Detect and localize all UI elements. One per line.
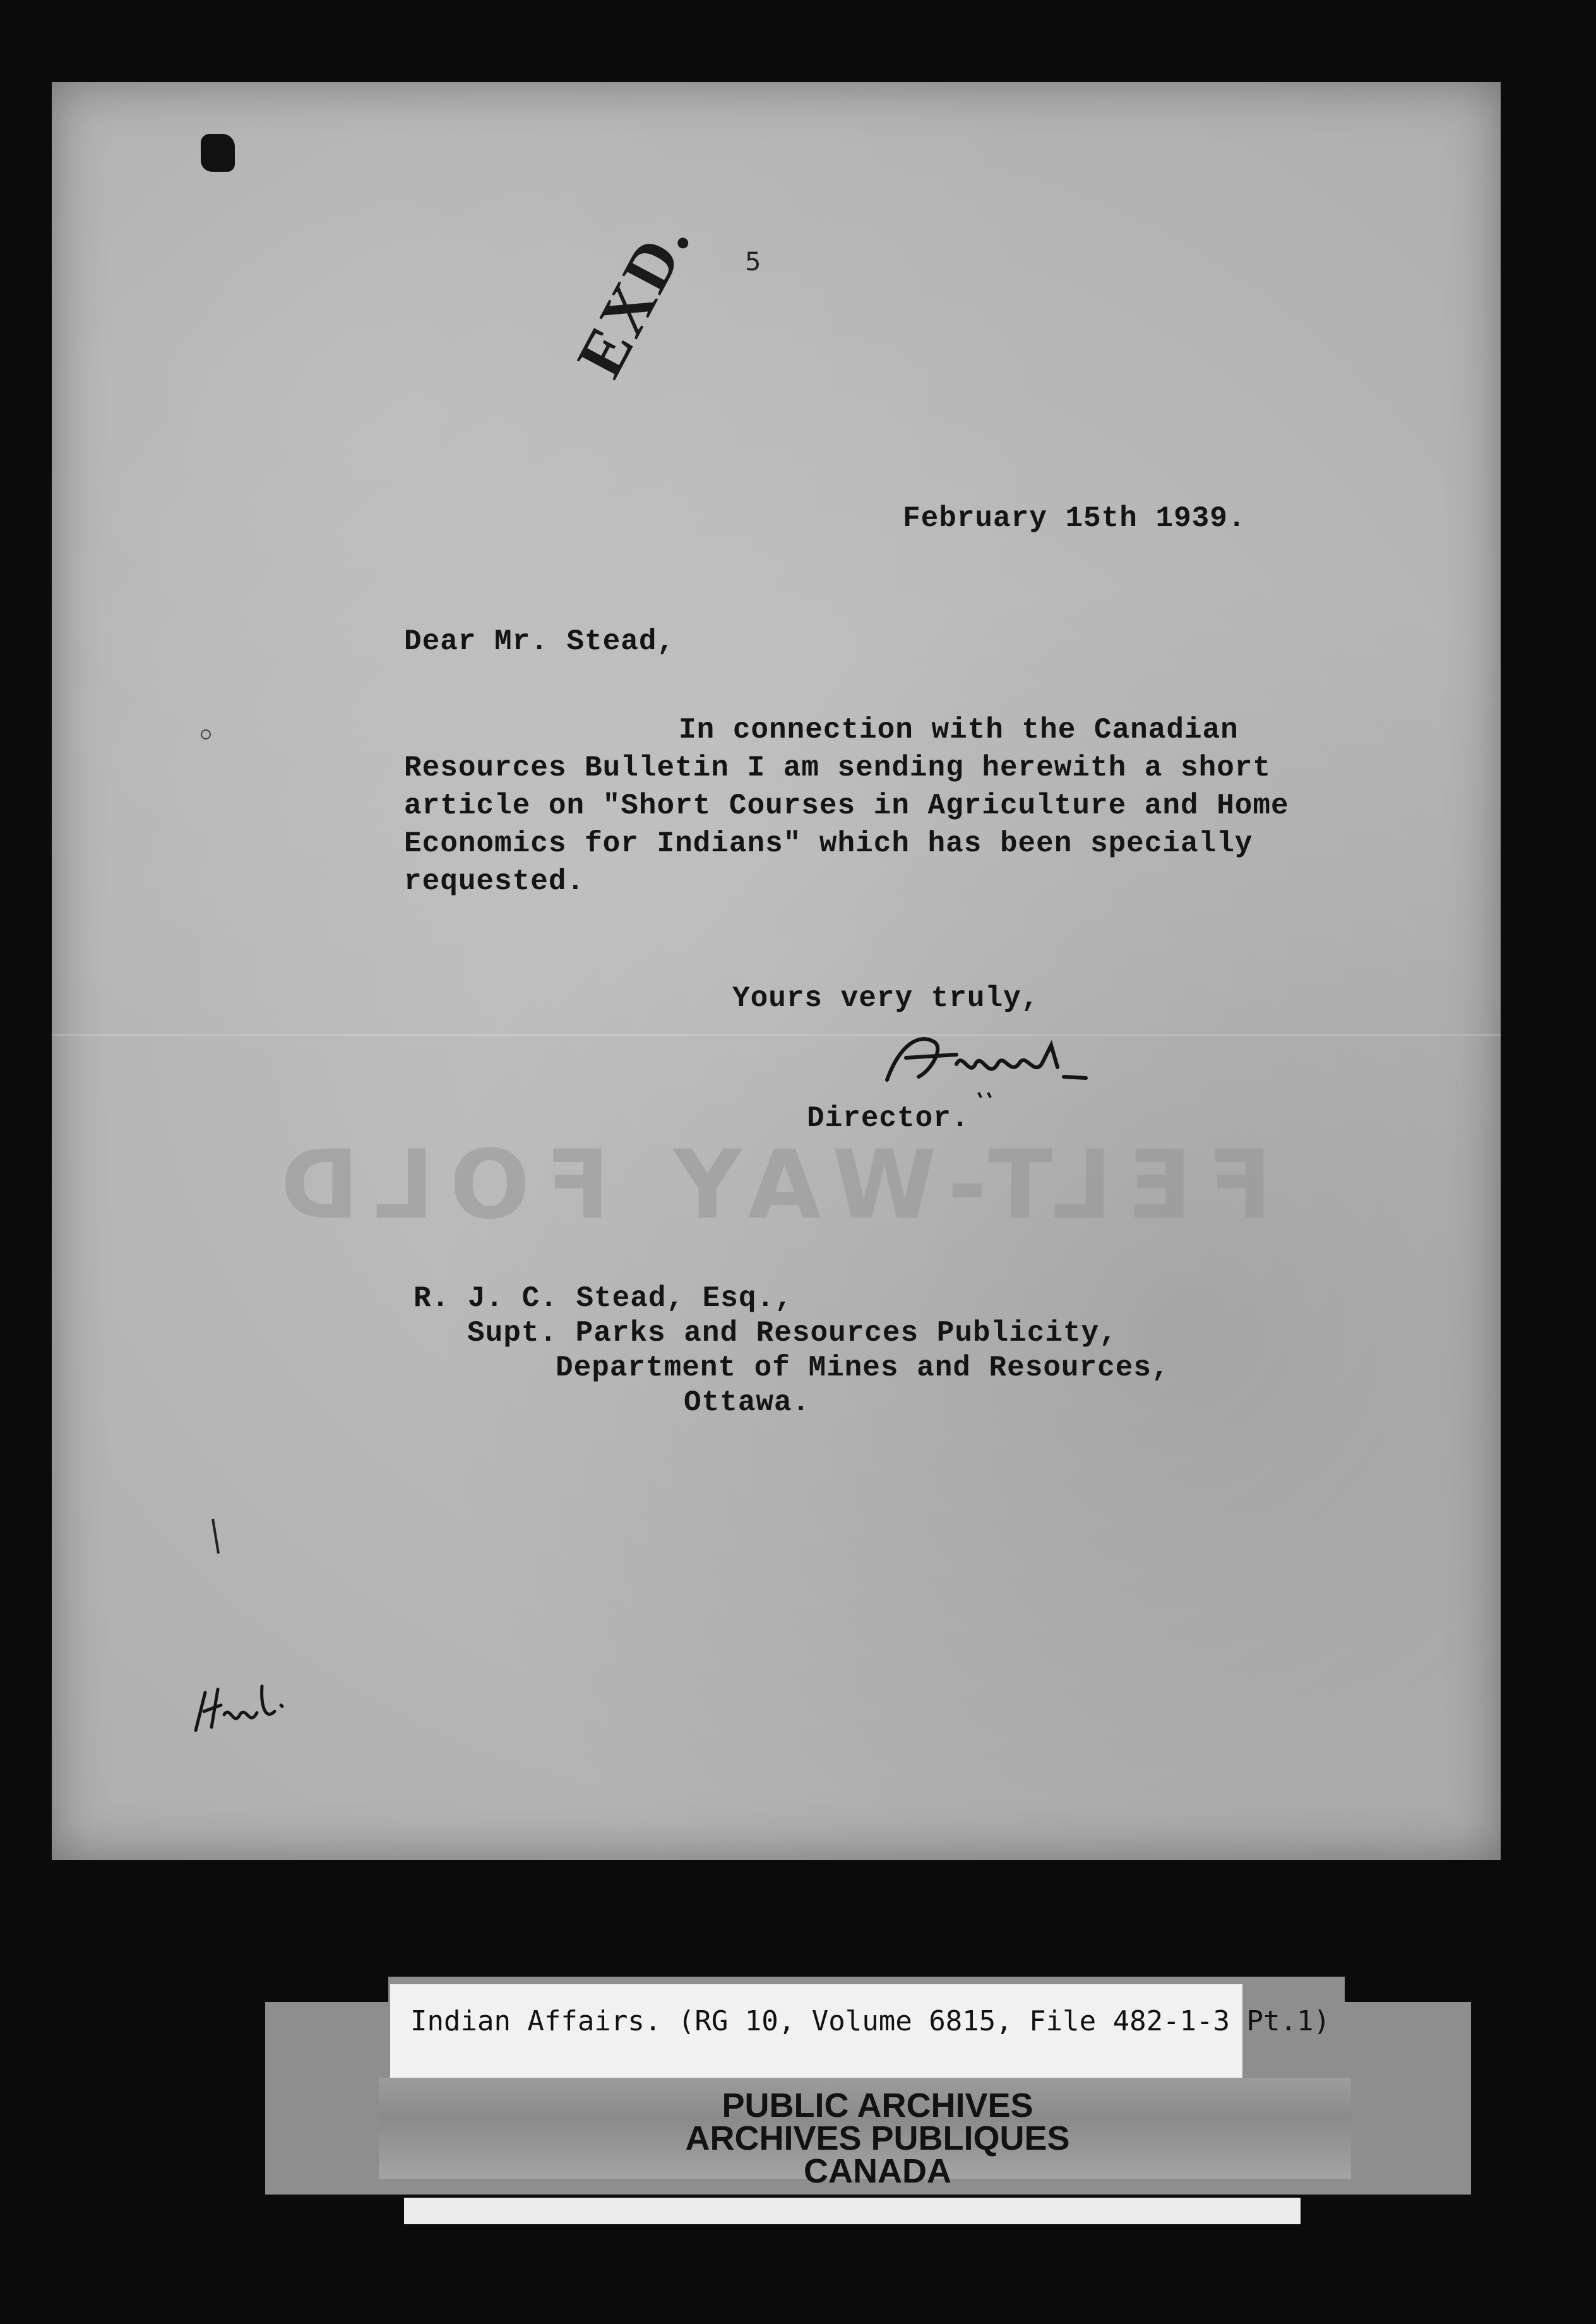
body-line: requested. [404, 865, 585, 898]
address-line: Department of Mines and Resources, [556, 1351, 1170, 1384]
document-page [52, 82, 1501, 1860]
body-line: Resources Bulletin I am sending herewith a short [404, 752, 1271, 784]
stamp-number: 5 [745, 248, 761, 277]
address-line: Ottawa. [684, 1386, 811, 1419]
handwritten-note [186, 1667, 306, 1743]
punch-hole-mark [201, 134, 235, 172]
body-line: In connection with the Canadian [679, 714, 1239, 746]
strip-notch [265, 1977, 388, 2002]
body-line: article on "Short Courses in Agriculture and Home [404, 789, 1289, 822]
address-line: R. J. C. Stead, Esq., [414, 1282, 793, 1315]
archive-stamp-line: ARCHIVES PUBLIQUES [685, 2119, 1070, 2157]
tape-edge [404, 2198, 1301, 2224]
bleed-through-text: FELT-WAY FOLD [265, 1130, 1272, 1240]
address-line: Supt. Parks and Resources Publicity, [467, 1317, 1117, 1350]
fold-line [52, 1034, 1501, 1036]
salutation: Dear Mr. Stead, [404, 625, 676, 658]
handwritten-signature [874, 1020, 1102, 1102]
archive-stamp-line: CANADA [804, 2152, 951, 2190]
exd-stamp: EXD. [563, 208, 705, 388]
strip-notch [1345, 1977, 1471, 2002]
closing: Yours very truly, [732, 982, 1040, 1015]
archive-stamp-line: PUBLIC ARCHIVES [722, 2087, 1033, 2124]
ink-dot [201, 729, 211, 740]
body-line: Economics for Indians" which has been specially [404, 827, 1253, 860]
pen-mark [210, 1516, 222, 1560]
archive-reference: Indian Affairs. (RG 10, Volume 6815, File 482-1-3 Pt.1) [410, 2005, 1330, 2037]
signatory-title: Director. [807, 1102, 970, 1135]
letter-date: February 15th 1939. [903, 502, 1246, 535]
